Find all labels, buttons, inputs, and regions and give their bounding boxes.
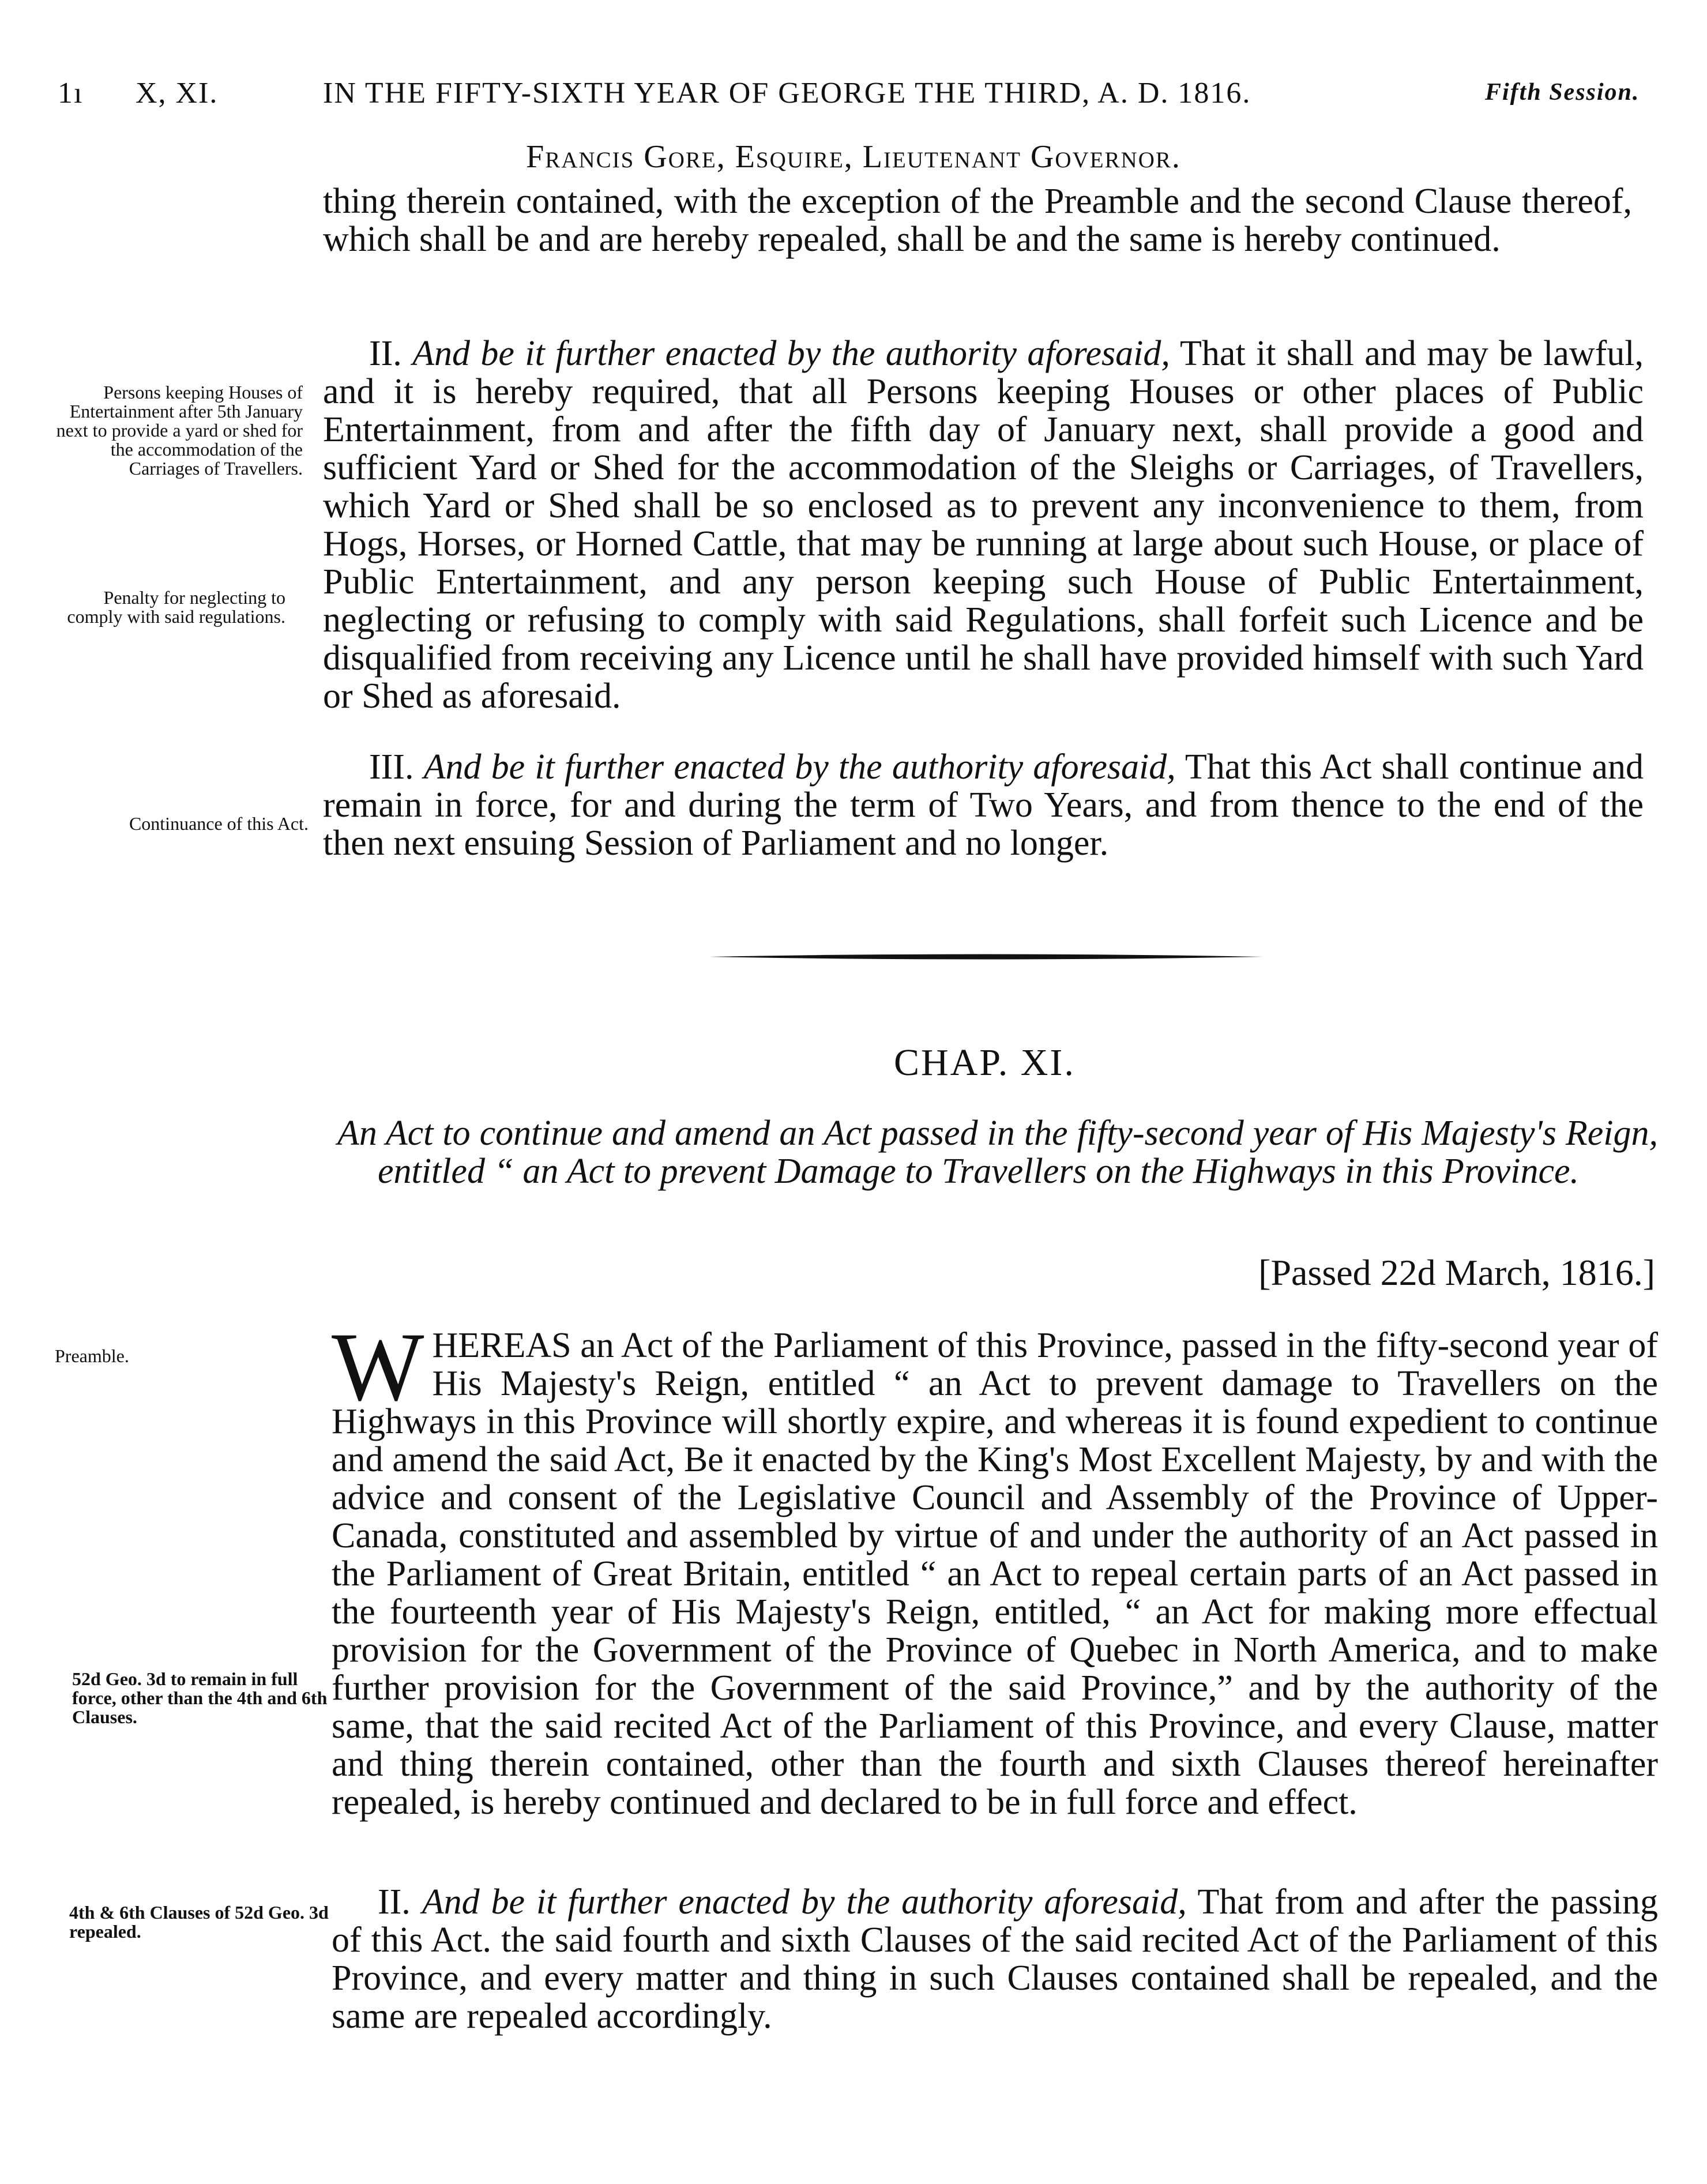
section-paragraph (323, 748, 1644, 862)
section-paragraph (323, 334, 1644, 715)
running-head (58, 68, 1649, 114)
section-number: II. (369, 334, 402, 373)
section-paragraph (332, 1883, 1658, 2035)
sidenote-penalty: Penalty for neglecting to comply with said regulations. (67, 587, 285, 627)
enacting-clause: And be it further enacted by the authority aforesaid, (422, 1882, 1187, 1922)
chapter-heading-text: CHAP. XI. (894, 1042, 1076, 1084)
continuation-text: thing therein contained, with the exception of the Preamble and the second Clause thereof, which shall be and are hereby repealed, shall be and the same is hereby continued. (323, 182, 1632, 259)
running-head-session: Fifth Session. (1485, 79, 1640, 106)
section-number: II. (378, 1882, 411, 1922)
act-title (337, 1114, 1658, 1190)
sidenote-preamble: Preamble. (55, 1345, 129, 1366)
preamble-paragraph (332, 1313, 1658, 1822)
section-number: III. (369, 747, 414, 787)
chap10-section-2 (323, 334, 1644, 715)
act-title-text: An Act to continue and amend an Act passed in the fifty-second year of His Majesty's Reign, entitled “ an Act to prevent Damage to Travellers on the Highways in this Province. (337, 1114, 1658, 1191)
sidenote-repealed: 4th & 6th Clauses of 52d Geo. 3d repealed. (69, 1902, 329, 1942)
section-text: That this Act shall continue and remain in force, for and during the term of Two Years, and from thence to the end of the then next ensuing Session of Parliament and no longer. (323, 747, 1644, 863)
governor-line: Francis Gore, Esquire, Lieutenant Governor. (526, 139, 1181, 175)
sidenote-persons-keeping: Persons keeping Houses of Entertainment after 5th January next to provide a yard or shed for the accommodation of the Carriages of Travellers. (56, 382, 303, 479)
chapter-divider-rule (709, 953, 1263, 961)
chap11-section-2 (332, 1883, 1658, 2035)
drop-cap: W (332, 1313, 424, 1421)
page-number: 1ı (58, 77, 84, 110)
enacting-clause: And be it further enacted by the authority aforesaid, (412, 334, 1170, 373)
sidenote-continuance: Continuance of this Act. (129, 813, 309, 834)
section-text: That it shall and may be lawful, and it is hereby required, that all Persons keeping Houses or other places of Public Entertainment, from and after the fifth day of January next, shall provide a good and sufficient Yard or Shed for the accommodation of the Sleighs or Carriages, of Travellers, which Yard or Shed shall be so enclosed as to prevent any inconvenience to them, from Hogs, Horses, or Horned Cattle, that may be running at large about such House, or place of Public Entertainment, and any person keeping such House of Public Entertainment, neglecting or refusing to comply with said Regulations, shall forfeit such Licence and be disqualified from receiving any Licence until he shall have provided himself with such Yard or Shed as aforesaid. (323, 334, 1644, 716)
chap10-continuation (323, 182, 1632, 258)
sidenote-remain-in-force: 52d Geo. 3d to remain in full force, other than the 4th and 6th Clauses. (72, 1668, 328, 1727)
enacting-clause: And be it further enacted by the authority aforesaid, (423, 747, 1176, 787)
running-head-title: IN THE FIFTY-SIXTH YEAR OF GEORGE THE THIRD, A. D. 1816. (323, 77, 1251, 110)
chap11-preamble (332, 1313, 1658, 1822)
running-head-chapters: X, XI. (136, 77, 219, 110)
passed-date: [Passed 22d March, 1816.] (1258, 1252, 1655, 1293)
chap10-section-3 (323, 748, 1644, 862)
preamble-text: HEREAS an Act of the Parliament of this Province, passed in the fifty-second year of His Majesty's Reign, entitled “ an Act to prevent damage to Travellers on the Highways in this Province will shortly expire, and whereas it is found expedient to continue and amend the said Act, Be it enacted by the King's Most Excellent Majesty, by and with the advice and consent of the Legislative Council and Assembly of the Province of Upper-Canada, constituted and assembled by virtue of and under the authority of an Act passed in the Parliament of Great Britain, entitled “ an Act to repeal certain parts of an Act passed in the fourteenth year of His Majesty's Reign, entitled, “ an Act for making more effectual provision for the Government of the Province of Quebec in North America, and to make further provision for the Government of the said Province,” and by the authority of the same, that the said recited Act of the Parliament of this Province, and every Clause, matter and thing therein contained, other than the fourth and sixth Clauses thereof hereinafter repealed, is hereby continued and declared to be in full force and effect. (332, 1326, 1658, 1822)
section-text: That from and after the passing of this Act. the said fourth and sixth Clauses of the said recited Act of the Parliament of this Province, and every matter and thing in such Clauses contained shall be repealed, and the same are repealed accordingly. (332, 1882, 1658, 2036)
